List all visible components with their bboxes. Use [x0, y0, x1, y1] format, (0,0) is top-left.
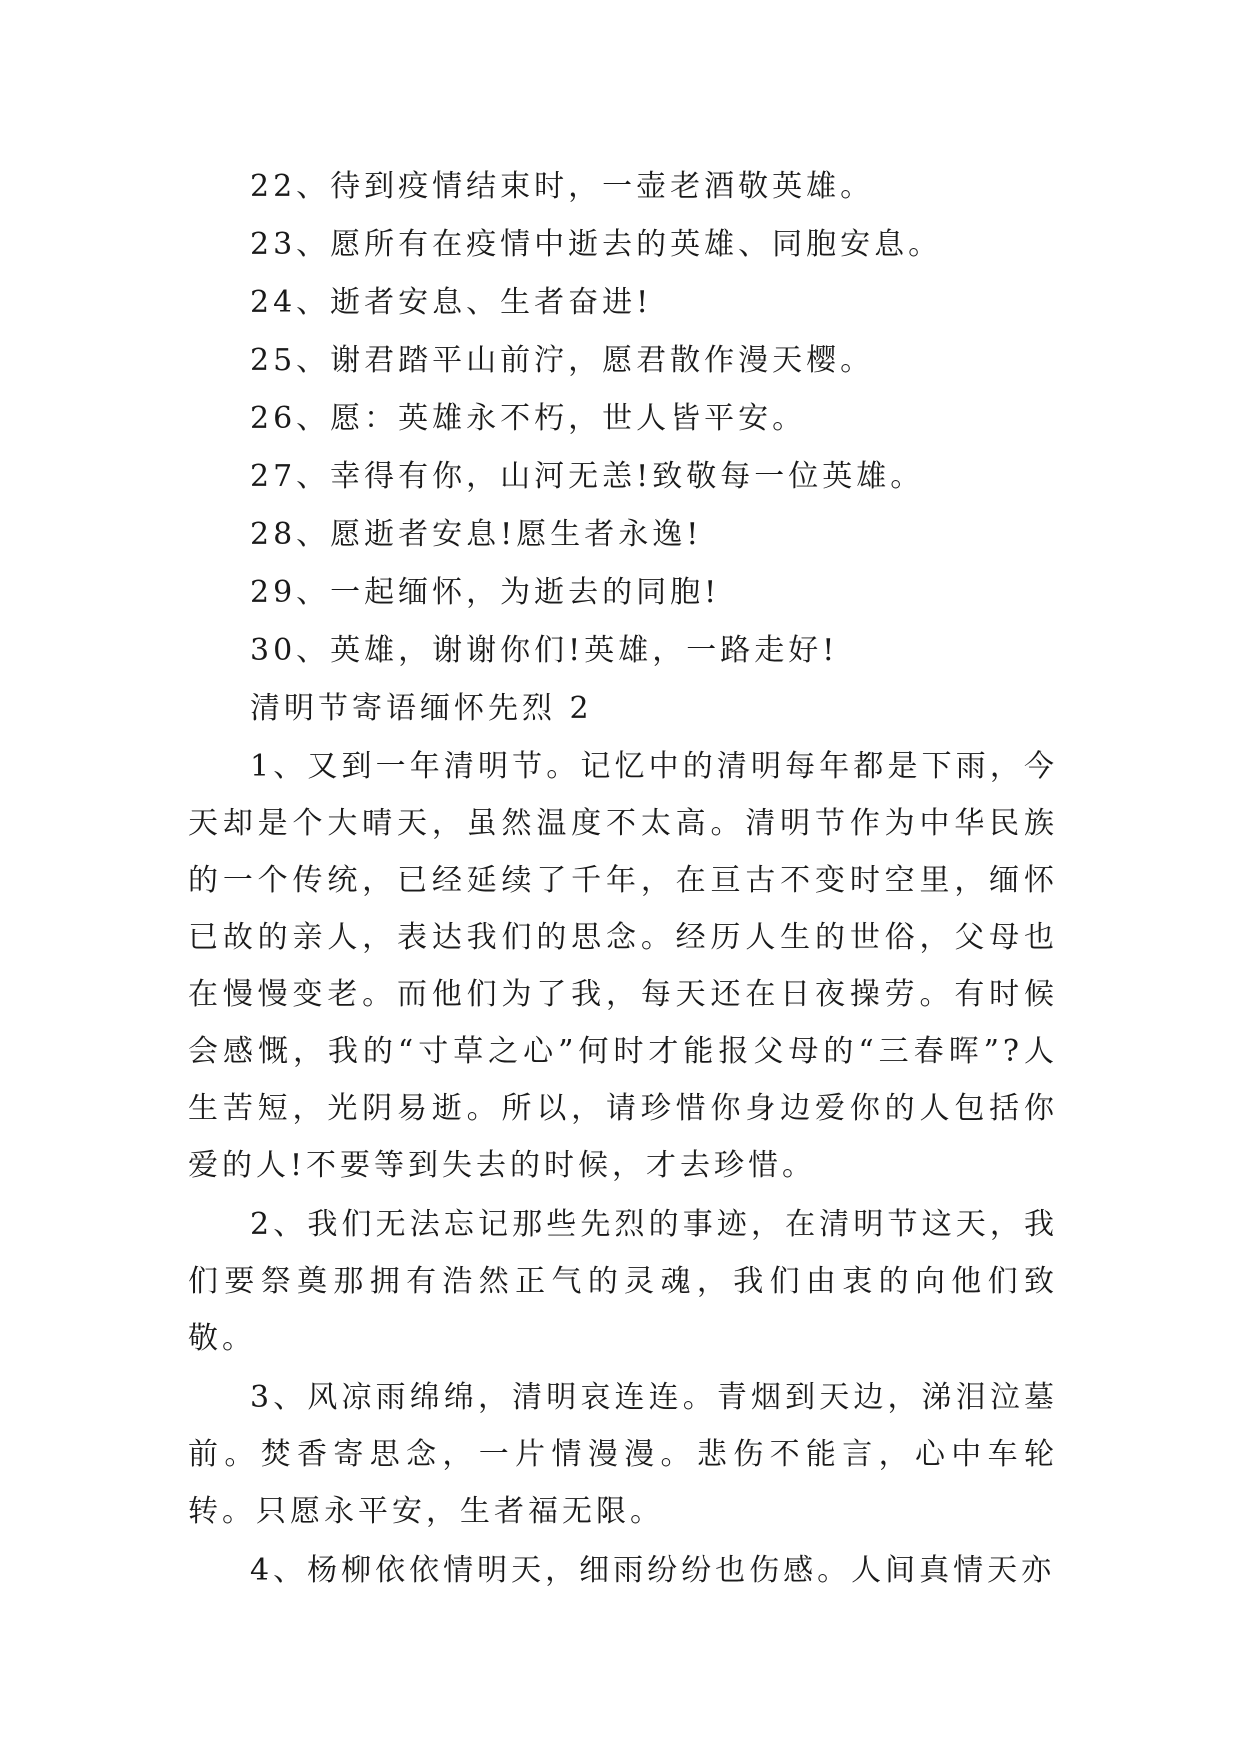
paragraph-3: 3、风凉雨绵绵，清明哀连连。青烟到天边，涕泪泣墓前。焚香寄思念，一片情漫漫。悲伤不能言，心中车轮转。只愿永平安，生者福无限。 [188, 1380, 1058, 1529]
section-heading: 清明节寄语缅怀先烈 2 [250, 691, 593, 726]
list-item-29: 29、一起缅怀，为逝去的同胞! [250, 575, 721, 610]
list-item-30: 30、英雄，谢谢你们!英雄，一路走好! [250, 633, 839, 668]
list-item-22: 22、待到疫情结束时，一壶老酒敬英雄。 [250, 169, 875, 204]
list-item-28: 28、愿逝者安息!愿生者永逸! [250, 517, 703, 552]
paragraph-4: 4、杨柳依依情明天，细雨纷纷也伤感。人间真情天亦 [250, 1553, 1056, 1588]
list-item-24: 24、逝者安息、生者奋进! [250, 285, 653, 320]
paragraph-2: 2、我们无法忘记那些先烈的事迹，在清明节这天，我们要祭奠那拥有浩然正气的灵魂，我们由衷的向他们致敬。 [188, 1207, 1058, 1356]
paragraph-1: 1、又到一年清明节。记忆中的清明每年都是下雨，今天却是个大晴天，虽然温度不太高。清明节作为中华民族的一个传统，已经延续了千年，在亘古不变时空里，缅怀已故的亲人，表达我们的思念。经历人生的世俗，父母也在慢慢变老。而他们为了我，每天还在日夜操劳。有时候会感慨，我的“寸草之心”何时才能报父母的“三春晖”?人生苦短，光阴易逝。所以，请珍惜你身边爱你的人包括你爱的人!不要等到失去的时候，才去珍惜。 [188, 749, 1058, 1183]
list-item-23: 23、愿所有在疫情中逝去的英雄、同胞安息。 [250, 227, 943, 262]
list-item-25: 25、谢君踏平山前泞，愿君散作漫天樱。 [250, 343, 875, 378]
list-item-26: 26、愿：英雄永不朽，世人皆平安。 [250, 401, 807, 436]
list-item-27: 27、幸得有你，山河无恙!致敬每一位英雄。 [250, 459, 925, 494]
document-body [188, 158, 1058, 1601]
